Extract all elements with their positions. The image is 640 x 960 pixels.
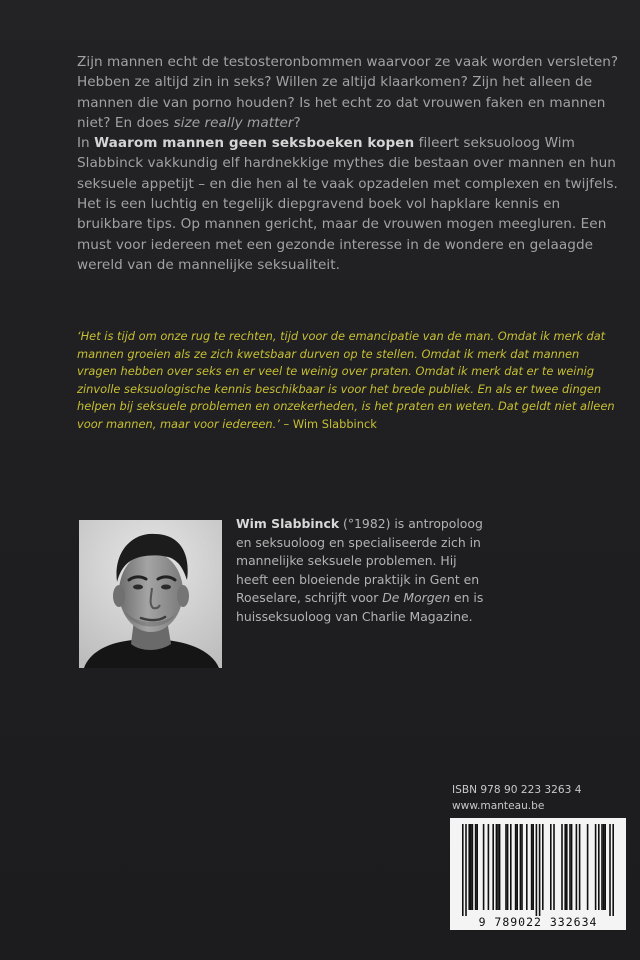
barcode-bar xyxy=(520,824,522,910)
barcode-bar xyxy=(462,824,464,916)
barcode-bar xyxy=(604,824,606,910)
barcode-bar xyxy=(569,824,571,910)
barcode-bar xyxy=(595,824,597,910)
barcode-bar xyxy=(475,824,477,910)
barcode-bar xyxy=(561,824,563,910)
author-name: Wim Slabbinck xyxy=(236,516,340,531)
barcode-bar xyxy=(521,824,523,910)
quote-attribution: – Wim Slabbinck xyxy=(279,416,377,431)
barcode-bar xyxy=(507,824,509,910)
barcode-bar xyxy=(497,824,499,910)
barcode-bar xyxy=(579,824,581,910)
author-bio-text-2: en is huisseksuoloog van Charlie Magazine. xyxy=(236,590,484,624)
barcode-bar xyxy=(536,824,538,916)
barcode xyxy=(450,818,626,930)
quote-text: ‘Het is tijd om onze rug te rechten, tijd voor de emancipatie van de man. Omdat ik merk dat mannen groeien als ze zich kwetsbaar durven op te stellen. Omdat ik merk dat mannen vragen hebben over seks en er veel te weinig over praten. Omdat ik merk dat er te weinig zinvolle seksuologische kennis beschikbaar is voor het brede publiek. En als er twee dingen helpen bij seksuele problemen en onzekerheden, is het praten en weten. Dat geldt niet alleen voor mannen, maar voor iedereen.’ xyxy=(77,329,615,431)
blurb-paragraph-2: fileert seksuoloog Wim Slabbinck vakkundig elf hardnekkige mythes die bestaan over mannen en hun seksuele appetijt – en die hen al te vaak opzadelen met complexen en twijfels. Het is een luchtig en tegelijk diepgravend boek vol hapklare kennis en bruikbare tips. Op mannen gericht, maar de vrouwen mogen meegluren. Een must voor iedereen met een gezonde interesse in de wondere en gelaagde wereld van de mannelijke seksualiteit. xyxy=(77,135,618,273)
barcode-bar xyxy=(587,824,589,910)
barcode-bar xyxy=(603,824,605,910)
barcode-bar xyxy=(515,824,517,910)
author-quote xyxy=(77,328,617,434)
blurb-paragraph-2-start: In xyxy=(77,135,95,152)
barcode-bar xyxy=(499,824,501,910)
barcode-bar xyxy=(483,824,485,910)
barcode-bar xyxy=(526,824,528,910)
barcode-bar xyxy=(476,824,478,910)
barcode-bar xyxy=(550,824,552,910)
barcode-bar xyxy=(576,824,578,910)
newspaper-name: De Morgen xyxy=(382,590,451,606)
publisher-website: www.manteau.be xyxy=(452,799,545,812)
author-portrait-icon xyxy=(79,520,222,668)
cover-blurb xyxy=(77,52,622,275)
barcode-icon xyxy=(450,818,626,916)
author-photo xyxy=(79,520,222,668)
barcode-digits: 9 789022 332634 xyxy=(478,915,598,929)
barcode-bar xyxy=(532,824,534,910)
barcode-bar xyxy=(566,824,568,910)
barcode-bar xyxy=(598,824,600,910)
barcode-bar xyxy=(510,824,512,910)
barcode-bar xyxy=(468,824,470,910)
blurb-italic-phrase: size really matter xyxy=(173,114,294,131)
barcode-bar xyxy=(470,824,472,910)
barcode-bar xyxy=(609,824,611,916)
barcode-bar xyxy=(488,824,490,910)
author-bio xyxy=(236,515,486,627)
publisher-info xyxy=(452,783,632,814)
barcode-bar xyxy=(571,824,573,910)
barcode-bar xyxy=(496,824,498,910)
book-title: Waarom mannen geen seksboeken kopen xyxy=(94,135,415,152)
barcode-bar xyxy=(539,824,541,916)
barcode-bar xyxy=(505,824,507,910)
barcode-bar xyxy=(531,824,533,910)
blurb-question-mark: ? xyxy=(293,114,301,131)
isbn-label: ISBN 978 90 223 3263 4 xyxy=(452,784,582,796)
barcode-bar xyxy=(516,824,518,910)
barcode-bar xyxy=(472,824,474,910)
barcode-bar xyxy=(564,824,566,910)
barcode-bar xyxy=(553,824,555,910)
author-bio-text-1: (°1982) is antropoloog en seksuoloog en specialiseerde zich in mannelijke seksuele problemen. Hij heeft een bloeiende praktijk in Gent en Roeselare, schrijft voor xyxy=(236,516,483,606)
barcode-bar xyxy=(601,824,603,910)
barcode-bar xyxy=(465,824,467,916)
barcode-bar xyxy=(492,824,494,910)
blurb-paragraph-1: Zijn mannen echt de testosteronbommen waarvoor ze vaak worden versleten? Hebben ze altijd zin in seks? Willen ze altijd klaarkomen? Zijn het alleen de mannen die van porno houden? Is het echt zo dat vrouwen faken en mannen niet? En does xyxy=(77,54,619,131)
barcode-bar xyxy=(612,824,614,916)
barcode-bar xyxy=(542,824,544,910)
